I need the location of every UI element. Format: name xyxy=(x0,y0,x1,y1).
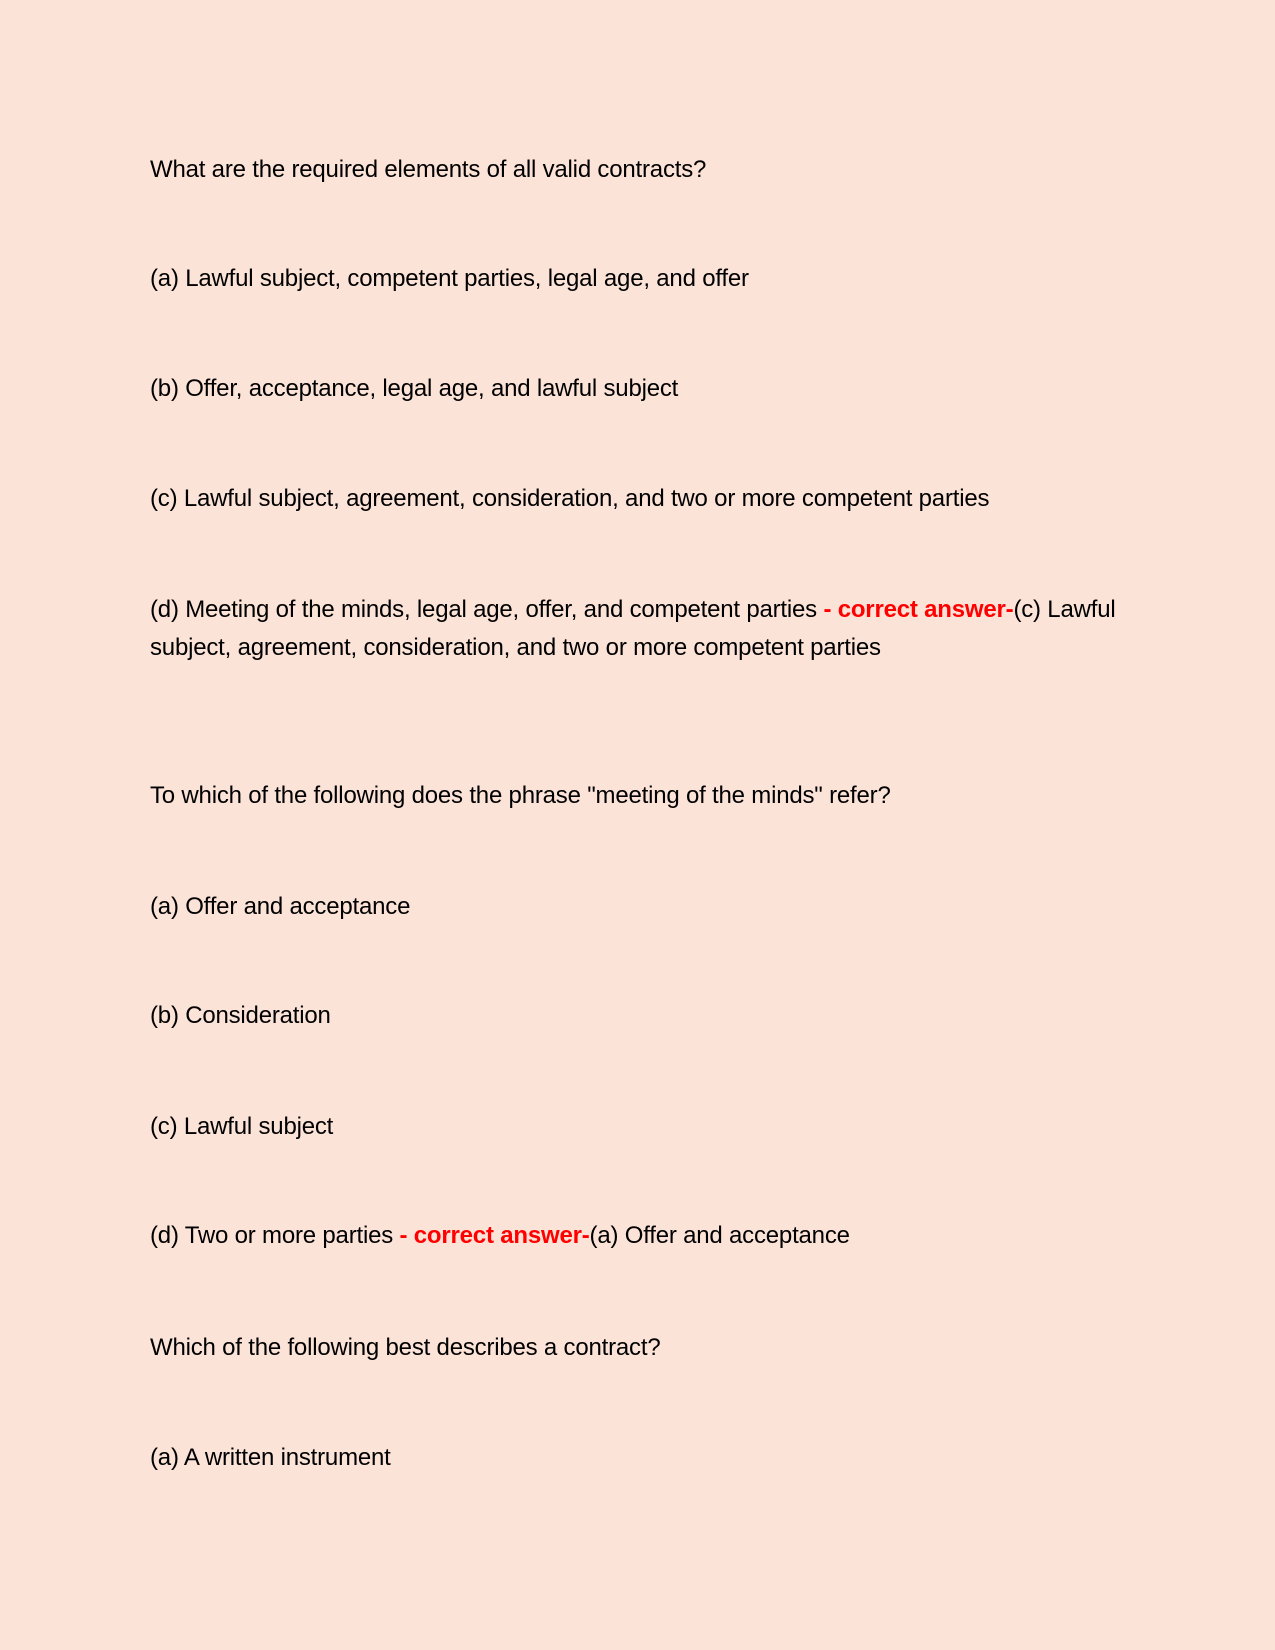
question-2: To which of the following does the phrase "meeting of the minds" refer? xyxy=(150,782,891,809)
correct-answer-text: (c) Lawful subject, agreement, consideration, and two or more competent parties xyxy=(150,596,1116,661)
question-1: What are the required elements of all valid contracts? xyxy=(150,156,707,183)
option-text: (d) Two or more parties xyxy=(150,1222,400,1249)
question-3-option-a: (a) A written instrument xyxy=(150,1444,391,1471)
question-2-option-c: (c) Lawful subject xyxy=(150,1113,334,1140)
question-1-option-b: (b) Offer, acceptance, legal age, and lawful subject xyxy=(150,375,679,402)
question-3: Which of the following best describes a contract? xyxy=(150,1334,661,1361)
question-2-option-b: (b) Consideration xyxy=(150,1002,331,1029)
question-1-option-a: (a) Lawful subject, competent parties, legal age, and offer xyxy=(150,265,749,292)
question-1-option-c: (c) Lawful subject, agreement, consideration, and two or more competent parties xyxy=(150,485,990,512)
question-2-option-d xyxy=(150,1217,1140,1255)
correct-answer-marker: - correct answer- xyxy=(399,1222,590,1249)
question-2-option-a: (a) Offer and acceptance xyxy=(150,893,411,920)
option-text: (d) Meeting of the minds, legal age, offer, and competent parties xyxy=(150,596,824,623)
correct-answer-text: (a) Offer and acceptance xyxy=(589,1222,850,1249)
correct-answer-marker: - correct answer- xyxy=(823,596,1014,623)
question-1-option-d xyxy=(150,591,1140,667)
